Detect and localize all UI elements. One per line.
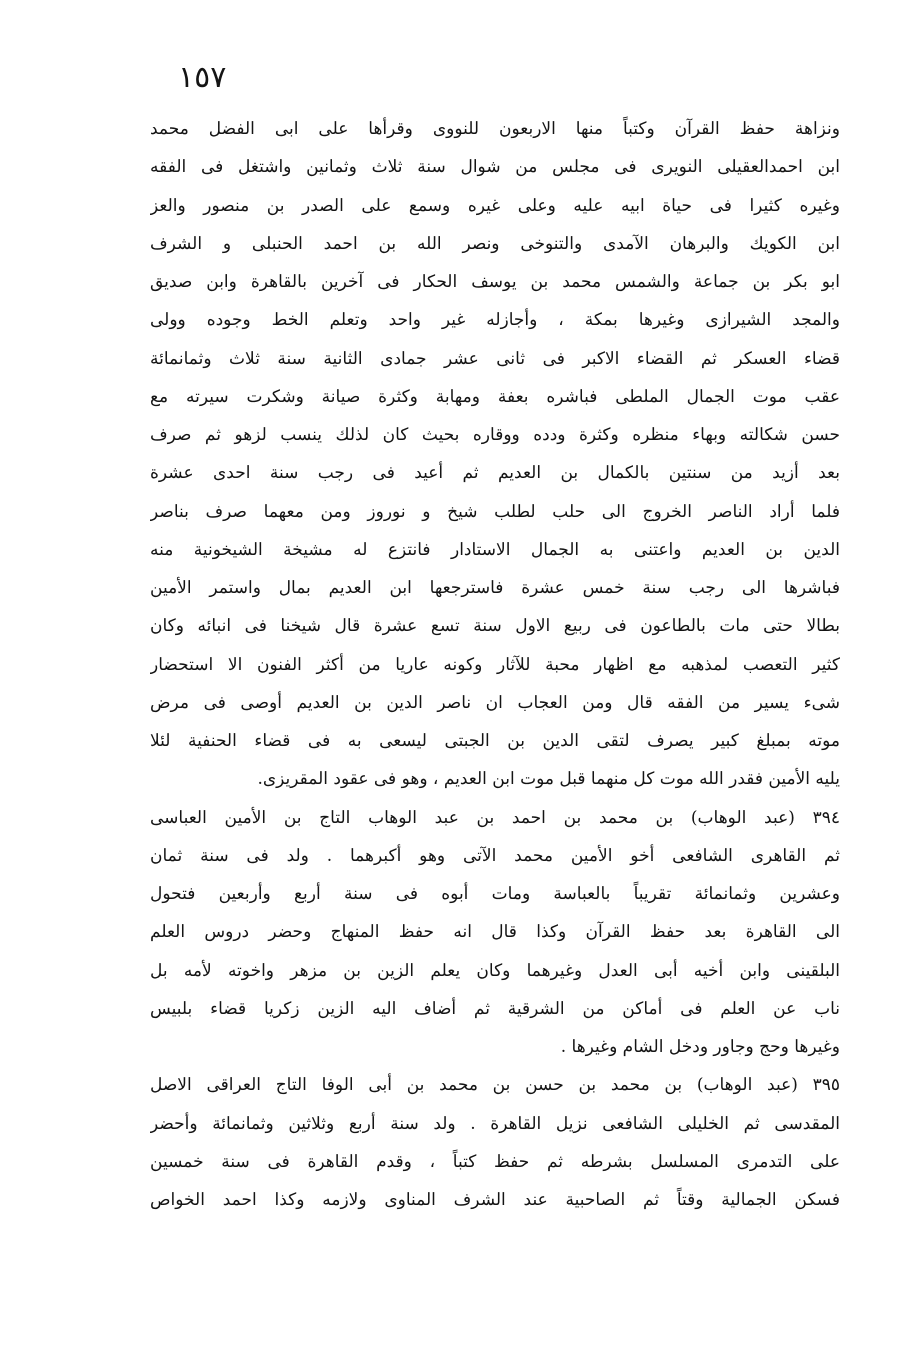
text-line-23: البلقينى وابن أخيه أبى العدل وغيرهما وكان يعلم الزين بن مزهر واخوته لأمه بل xyxy=(150,960,840,981)
text-line-15: كثير التعصب لمذهبه مع اظهار محبة للآثار وكونه عاريا من أكثر الفنون الا استحضار xyxy=(150,654,840,675)
text-line-19: ٣٩٤ (عبد الوهاب) بن محمد بن احمد بن عبد الوهاب التاج بن الأمين العباسى xyxy=(150,807,840,828)
text-line-8: عقب موت الجمال الملطى فباشره بعفة ومهابة وكثرة صيانة وشكرت سيرته مع xyxy=(150,386,840,407)
text-line-12: الدين بن العديم واعتنى به الجمال الاستادار فانتزع له مشيخة الشيخونية منه xyxy=(150,539,840,560)
text-line-20: ثم القاهرى الشافعى أخو الأمين محمد الآتى وهو أكبرهما . ولد فى سنة ثمان xyxy=(150,845,840,866)
text-line-5: ابو بكر بن جماعة والشمس محمد بن يوسف الحكار فى آخرين بالقاهرة وابن صديق xyxy=(150,272,840,292)
text-line-18: يليه الأمين فقدر الله موت كل منهما قبل موت ابن العديم ، وهو فى عقود المقريزى. xyxy=(257,769,840,790)
text-line-11: فلما أراد الناصر الخروج الى حلب لطلب شيخ و نوروز ومن معهما صرف بناصر xyxy=(150,501,840,522)
text-line-1: ونزاهة حفظ القرآن وكتباً منها الاربعون للنووى وقرأها على ابى الفضل محمد xyxy=(150,119,840,139)
text-line-17: موته بمبلغ كبير يصرف لتقى الدين بن الجبتى ليسعى به فى قضاء الحنفية لئلا xyxy=(150,731,840,751)
text-block xyxy=(150,110,840,1219)
text-line-14: بطالا حتى مات بالطاعون فى ربيع الاول سنة تسع عشرة قال شيخنا فى انبائه وكان xyxy=(150,616,840,637)
text-line-16: شىء يسير من الفقه قال ومن العجاب ان ناصر الدين بن العديم أوصى فى مرض xyxy=(150,692,840,713)
text-line-25: وغيرها وحج وجاور ودخل الشام وغيرها . xyxy=(560,1037,840,1057)
text-line-28: على التدمرى المسلسل بشرطه ثم حفظ كتباً ، وقدم القاهرة فى سنة خمسين xyxy=(150,1151,840,1172)
text-line-27: المقدسى ثم الخليلى الشافعى نزيل القاهرة . ولد سنة أربع وثلاثين وثمانمائة وأحضر xyxy=(150,1113,840,1134)
text-line-9: حسن شكالته وبهاء منظره وكثرة ودده ووقاره بحيث كان لذلك ينسب لزهو ثم صرف xyxy=(150,425,840,445)
page-number: ١٥٧ xyxy=(178,60,227,95)
text-line-4: ابن الكويك والبرهان الآمدى والتنوخى ونصر الله بن احمد الحنبلى و الشرف xyxy=(150,233,840,254)
text-line-7: قضاء العسكر ثم القضاء الاكبر فى ثانى عشر جمادى الثانية سنة ثلاث وثمانمائة xyxy=(150,348,840,369)
text-line-29: فسكن الجمالية وقتاً ثم الصاحبية عند الشرف المناوى ولازمه وكذا احمد الخواص xyxy=(150,1190,840,1210)
text-line-26: ٣٩٥ (عبد الوهاب) بن محمد بن حسن بن محمد بن أبى الوفا التاج العراقى الاصل xyxy=(150,1075,840,1096)
text-line-21: وعشرين وثمانمائة تقريباً بالعباسة ومات أبوه فى سنة أربع وأربعين فتحول xyxy=(150,884,840,904)
text-line-13: فباشرها الى رجب سنة خمس عشرة فاسترجعها ابن العديم بمال واستمر الأمين xyxy=(150,578,840,598)
text-line-10: بعد أزيد من سنتين بالكمال بن العديم ثم أعيد فى رجب سنة احدى عشرة xyxy=(150,463,840,484)
text-line-6: والمجد الشيرازى وغيرها بمكة ، وأجازله غير واحد وتعلم الخط وجوده وولى xyxy=(150,310,840,331)
text-line-24: ناب عن العلم فى أماكن من الشرقية ثم أضاف اليه الزين زكريا قضاء بلبيس xyxy=(150,998,840,1019)
text-line-22: الى القاهرة بعد حفظ القرآن وكذا قال انه حفظ المنهاج وحضر دروس العلم xyxy=(150,922,840,943)
text-line-2: ابن احمدالعقيلى النويرى فى مجلس من شوال سنة ثلاث وثمانين واشتغل فى الفقه xyxy=(150,157,840,178)
text-line-3: وغيره كثيرا فى حياة ابيه عليه وعلى غيره وسمع على الصدر بن منصور والعز xyxy=(150,195,840,216)
